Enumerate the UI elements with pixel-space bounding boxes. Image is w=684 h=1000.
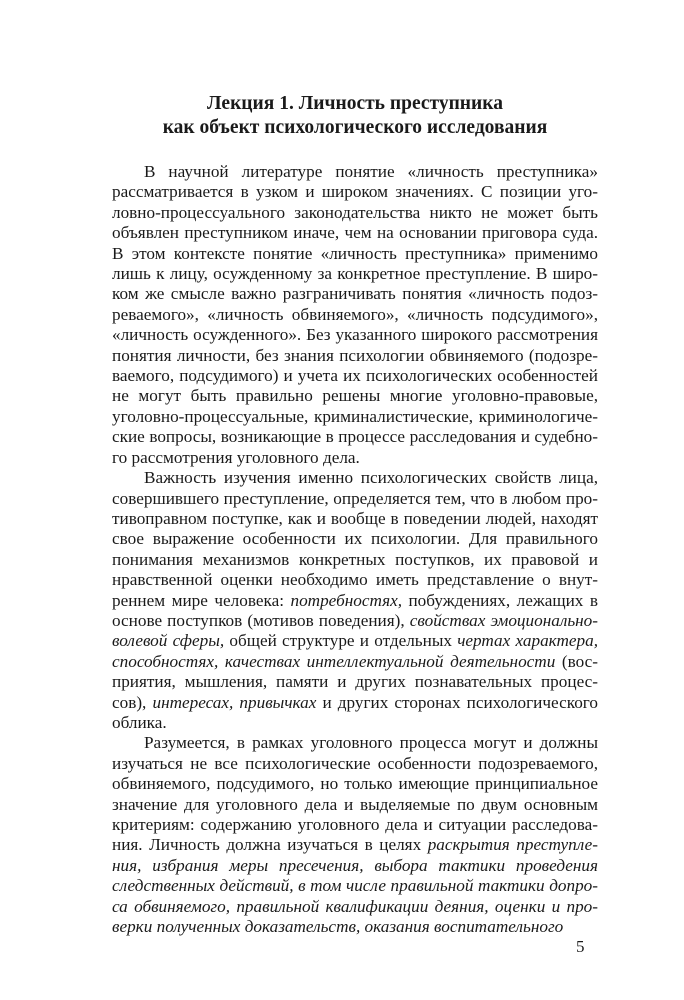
paragraph (112, 468, 598, 733)
text-segment: Разумеется, в рамках уголовного процесса могут и должны изучаться не все психологические особенности подозреваемого, обвиняемого, подсудимого, но только имеющие принципиальное значение для уголовного дела и выделяемые по двум основным критериям: содержанию уголовного дела и ситуации расследования. Личность должна изучаться в целях (112, 733, 598, 855)
lecture-title-line-2: как объект психологического исследования (162, 117, 548, 138)
paragraph (112, 162, 598, 468)
page-number: 5 (576, 937, 585, 956)
text-segment: и других сторонах психологического облика. (112, 692, 598, 732)
text-segment: (восприятия, мышления, памяти и других познавательных процессов), (112, 651, 598, 712)
italic-text-segment: потребностях, (290, 590, 402, 610)
italic-text-segment: интересах, привычках (152, 692, 317, 712)
lecture-title-line-1: Лекция 1. Личность преступника (207, 93, 503, 114)
paragraph (112, 733, 598, 937)
text-segment: побуждениях, лежащих в основе поступков (мотивов поведения), (112, 590, 598, 630)
italic-text-segment: свойствах эмоционально-волевой сферы, (112, 610, 598, 651)
lecture-title (112, 92, 598, 140)
italic-text-segment: чертах характера, способностях, качествах интеллектуальной деятельности (112, 631, 599, 671)
text-segment: общей структуре и отдельных (224, 631, 458, 651)
text-segment: Важность изучения именно психологических свойств лица, совершившего преступление, определяется тем, что в любом противоправном поступке, как и вообще в поведении людей, находят свое выражение особенности их психологии. Для правильного понимания механизмов конкретных поступков, их правовой и нравственной оценки необходимо иметь представление о внутреннем мире человека: (112, 468, 598, 610)
document-page (112, 92, 598, 937)
italic-text-segment: раскрытия преступления, избрания меры пресечения, выбора тактики проведения следственных действий, в том числе правильной тактики допроса обвиняемого, правильной квалификации деяния, оценки и проверки полученных доказательств, оказания воспитательного (112, 835, 599, 937)
body-text (112, 162, 598, 937)
text-segment: В научной литературе понятие «личность преступника» рассматривается в узком и широком значениях. С позиции уголовно-процессуального законодательства никто не может быть объявлен преступником иначе, чем на основании приговора суда. В этом контексте понятие «личность преступника» применимо лишь к лицу, осужденному за конкретное преступление. В широком же смысле важно разграничивать понятия «личность подозреваемого», «личность обвиняемого», «личность подсудимого», «личность осужденного». Без указанного широкого рассмотрения понятия личности, без знания психологии обвиняемого (подозреваемого, подсудимого) и учета их психологических особенностей не могут быть правильно решены многие уголовно-правовые, уголовно-процессуальные, криминалистические, криминологические вопросы, возникающие в процессе расследования и судебного рассмотрения уголовного дела. (112, 162, 598, 467)
